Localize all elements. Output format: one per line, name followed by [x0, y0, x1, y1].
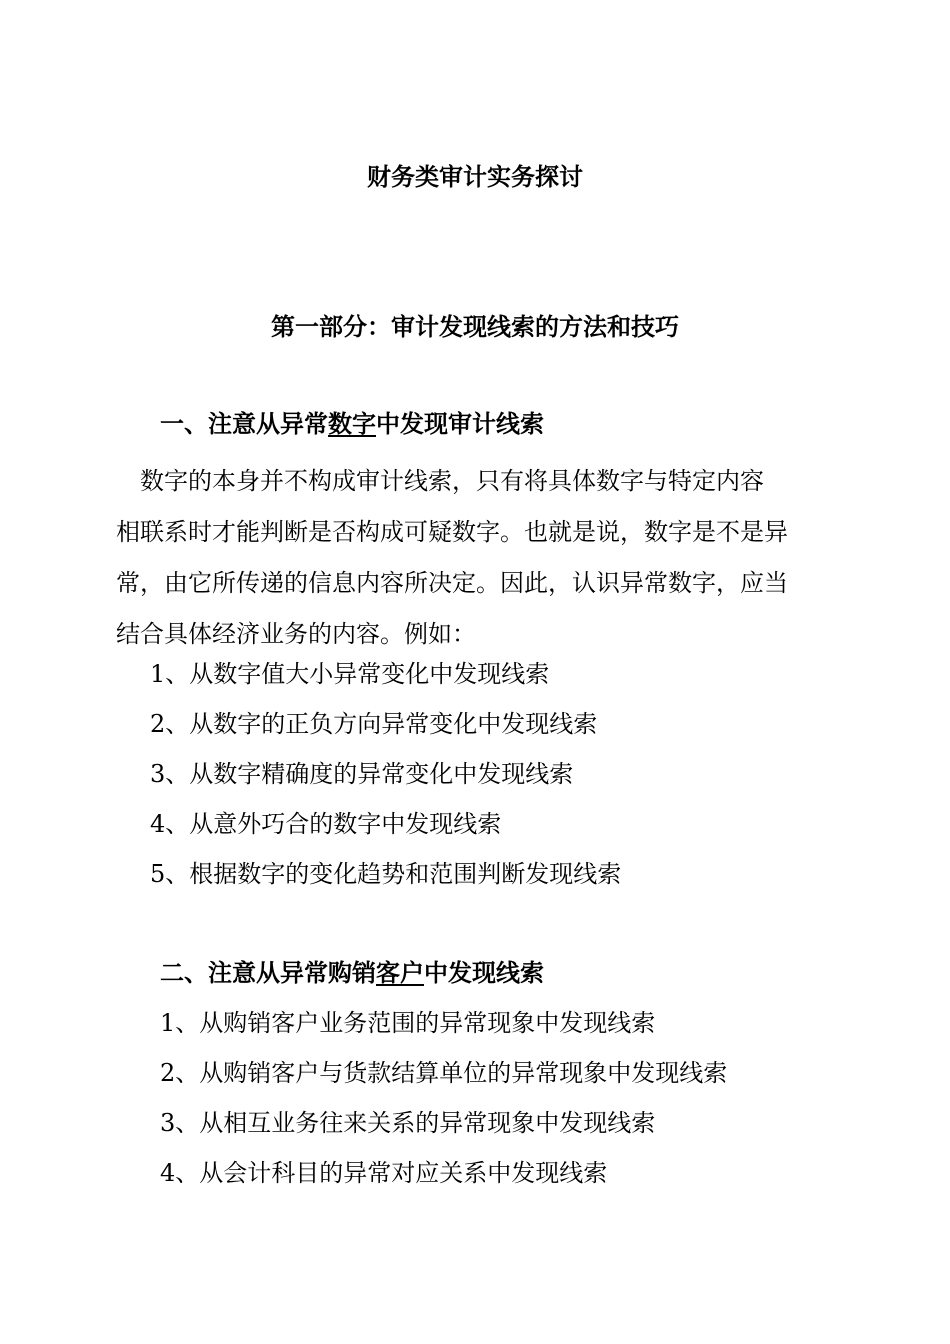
section-2-list-item: 3、从相互业务往来关系的异常现象中发现线索	[160, 1109, 656, 1137]
section-1-list-item: 4、从意外巧合的数字中发现线索	[150, 810, 502, 838]
section-2-heading-pre: 二、注意从异常购销	[160, 959, 376, 987]
section-1-list-item: 5、根据数字的变化趋势和范围判断发现线索	[150, 860, 622, 888]
section-1-paragraph	[116, 456, 836, 660]
paragraph-line: 数字的本身并不构成审计线索，只有将具体数字与特定内容	[116, 467, 764, 495]
section-1-list-item: 1、从数字值大小异常变化中发现线索	[150, 660, 550, 688]
section-2-heading-underlined: 客户	[376, 959, 424, 987]
section-1-heading	[160, 407, 544, 441]
section-1-heading-underlined: 数字	[328, 410, 376, 438]
paragraph-line: 结合具体经济业务的内容。例如：	[116, 620, 476, 648]
paragraph-line: 常，由它所传递的信息内容所决定。因此，认识异常数字，应当	[116, 569, 788, 597]
section-1-heading-pre: 一、注意从异常	[160, 410, 328, 438]
section-1-heading-post: 中发现审计线索	[376, 410, 544, 438]
section-1-list-item: 3、从数字精确度的异常变化中发现线索	[150, 760, 574, 788]
part-title: 第一部分：审计发现线索的方法和技巧	[271, 313, 679, 341]
section-2-list-item: 1、从购销客户业务范围的异常现象中发现线索	[160, 1009, 656, 1037]
paragraph-line: 相联系时才能判断是否构成可疑数字。也就是说，数字是不是异	[116, 518, 788, 546]
section-2-heading-post: 中发现线索	[424, 959, 544, 987]
section-2-list-item: 4、从会计科目的异常对应关系中发现线索	[160, 1159, 608, 1187]
section-2-heading	[160, 956, 544, 990]
document-title: 财务类审计实务探讨	[367, 163, 583, 191]
section-2-list-item: 2、从购销客户与货款结算单位的异常现象中发现线索	[160, 1059, 728, 1087]
section-1-list-item: 2、从数字的正负方向异常变化中发现线索	[150, 710, 598, 738]
